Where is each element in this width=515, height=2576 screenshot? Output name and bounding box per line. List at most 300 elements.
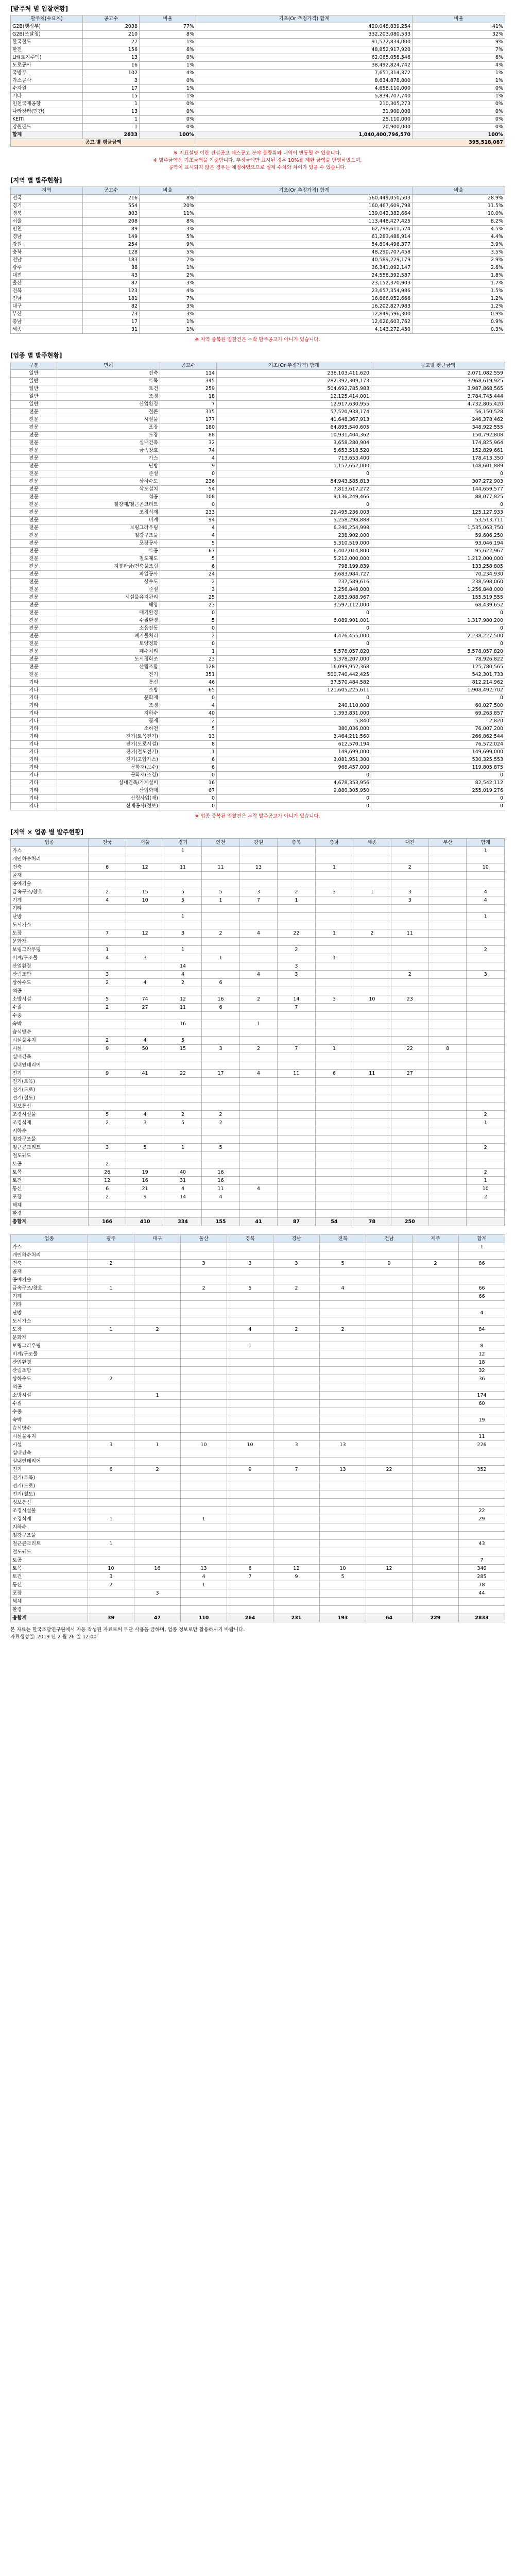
table-cell: 0 <box>371 694 505 702</box>
table-cell: 공예기술 <box>11 1276 88 1284</box>
table-cell <box>134 1243 181 1251</box>
table-cell: 2 <box>467 946 505 954</box>
table-cell: 충남 <box>11 318 83 326</box>
table-cell: 0.9% <box>413 311 505 318</box>
table-row <box>11 463 505 470</box>
table-cell <box>134 1268 181 1276</box>
table-row <box>11 1449 505 1458</box>
table-cell: 8 <box>459 1342 505 1350</box>
table-cell <box>413 1507 459 1515</box>
table-cell: 11 <box>353 1070 391 1078</box>
table-cell: 1 <box>88 1326 134 1334</box>
table-cell <box>239 1094 277 1103</box>
table-cell: 1 <box>164 913 201 921</box>
table-cell: 74 <box>126 995 164 1004</box>
table-row <box>11 1078 505 1086</box>
table-cell: 31,900,000 <box>196 108 413 116</box>
table-cell <box>320 1532 366 1540</box>
table-cell <box>164 954 201 962</box>
table-cell: 100% <box>413 131 505 139</box>
table-row <box>11 1532 505 1540</box>
table-cell <box>227 1317 273 1326</box>
table-cell: 6,240,254,998 <box>217 524 371 532</box>
table-cell <box>202 1210 239 1218</box>
table-cell <box>366 1268 413 1276</box>
table-cell <box>353 1210 391 1218</box>
table-cell <box>429 896 467 905</box>
table-cell: 32 <box>160 439 217 447</box>
table-cell: 1,908,492,702 <box>371 687 505 694</box>
table-cell <box>126 1053 164 1061</box>
table-cell: 전문 <box>11 640 57 648</box>
column-header: 면허 <box>57 362 160 370</box>
table-cell <box>413 1284 459 1293</box>
table-cell: 포장 <box>11 1193 89 1201</box>
table-cell <box>391 1177 428 1185</box>
table-cell <box>202 1127 239 1136</box>
table-cell: 174 <box>459 1392 505 1400</box>
table-cell: 1 <box>202 896 239 905</box>
table-cell <box>413 1499 459 1507</box>
table-cell <box>320 1367 366 1375</box>
table-row <box>11 486 505 494</box>
table-cell: 1 <box>181 1581 227 1589</box>
table-row <box>11 257 505 264</box>
table-cell: 13 <box>320 1466 366 1474</box>
table-cell <box>134 1425 181 1433</box>
table-cell <box>164 872 201 880</box>
table-cell <box>366 1350 413 1359</box>
table-cell: 3% <box>140 226 196 233</box>
table-cell: 69,263,857 <box>371 710 505 718</box>
table-cell <box>353 979 391 987</box>
table-cell: 16,099,952,368 <box>217 664 371 671</box>
table-cell: 3 <box>239 888 277 896</box>
table-cell: 토목 <box>57 378 160 385</box>
table-cell: 산림사업(재) <box>57 795 160 803</box>
table-cell <box>459 1490 505 1499</box>
table-cell: 4 <box>164 971 201 979</box>
table-cell: 경남 <box>11 233 83 241</box>
table-cell <box>202 1053 239 1061</box>
table-cell <box>391 954 428 962</box>
table-cell <box>164 987 201 995</box>
column-header: 강원 <box>239 839 277 847</box>
table-cell <box>413 1565 459 1573</box>
table-cell <box>391 1119 428 1127</box>
table-cell: 전문 <box>11 478 57 486</box>
table-cell: 4 <box>320 1284 366 1293</box>
table-cell: 0 <box>217 803 371 810</box>
table-cell <box>134 1383 181 1392</box>
table-cell <box>126 987 164 995</box>
table-cell: 수질환경 <box>57 617 160 625</box>
table-cell: 1% <box>140 264 196 272</box>
table-cell <box>429 1218 467 1226</box>
table-cell <box>134 1482 181 1490</box>
table-cell: 15 <box>126 888 164 896</box>
table-cell: 4 <box>239 1185 277 1193</box>
table-cell: 삭도설치 <box>57 486 160 494</box>
table-cell: 181 <box>83 295 140 303</box>
table-cell <box>320 1482 366 1490</box>
table-row <box>11 409 505 416</box>
table-cell: 3 <box>315 995 353 1004</box>
table-cell: 0 <box>160 640 217 648</box>
table-cell: 일반 <box>11 378 57 385</box>
table-cell <box>88 1243 134 1251</box>
table-cell: 해양 <box>57 602 160 609</box>
table-cell: 3,464,211,560 <box>217 733 371 741</box>
table-cell: 경북 <box>11 210 83 218</box>
table-cell <box>227 1243 273 1251</box>
table-cell <box>88 1350 134 1359</box>
table-row <box>11 1020 505 1028</box>
table-cell: 보링그라우팅 <box>11 946 89 954</box>
table-cell: 1,317,980,200 <box>371 617 505 625</box>
table-cell <box>164 880 201 888</box>
table-cell: 89 <box>83 226 140 233</box>
column-header: 대구 <box>134 1235 181 1243</box>
table-cell <box>459 1317 505 1326</box>
table-row <box>11 725 505 733</box>
table-cell: 철근콘크리트 <box>11 1540 88 1548</box>
table-cell <box>429 872 467 880</box>
table-cell <box>353 962 391 971</box>
table-cell: 7 <box>160 401 217 409</box>
table-cell <box>366 1359 413 1367</box>
table-cell <box>391 1020 428 1028</box>
table-row <box>11 855 505 863</box>
table-row <box>11 946 505 954</box>
table-cell <box>278 1193 315 1201</box>
table-cell <box>134 1540 181 1548</box>
table-row <box>11 85 505 93</box>
table-cell: 7 <box>459 1556 505 1565</box>
table-cell: 16 <box>202 1177 239 1185</box>
table-cell <box>278 1136 315 1144</box>
column-header: 경북 <box>227 1235 273 1243</box>
table-cell: 12,125,414,001 <box>217 393 371 401</box>
table-cell <box>315 1111 353 1119</box>
table-cell <box>459 1482 505 1490</box>
table-cell <box>134 1499 181 1507</box>
table-cell <box>202 987 239 995</box>
table-row <box>11 1433 505 1441</box>
table-cell: 1 <box>202 954 239 962</box>
table-cell <box>366 1326 413 1334</box>
table-cell <box>227 1474 273 1482</box>
table-cell <box>315 905 353 913</box>
table-cell: 713,653,400 <box>217 455 371 463</box>
column-header: 울산 <box>181 1235 227 1243</box>
table-cell: 문화재 <box>11 1334 88 1342</box>
table-cell <box>227 1309 273 1317</box>
table-cell: 2,071,082,559 <box>371 370 505 378</box>
table-cell: 조경식재 <box>11 1515 88 1523</box>
table-cell: 전문 <box>11 625 57 633</box>
table-cell <box>227 1523 273 1532</box>
table-cell <box>88 1028 126 1037</box>
table-cell: 31 <box>164 1177 201 1185</box>
table-cell: 1 <box>459 1243 505 1251</box>
table-cell <box>391 1185 428 1193</box>
table-cell <box>413 1441 459 1449</box>
table-cell: 64,895,540,605 <box>217 424 371 432</box>
table-cell <box>391 1127 428 1136</box>
table-cell: 전기 <box>11 1070 89 1078</box>
table-cell: 352 <box>459 1466 505 1474</box>
table-cell <box>320 1375 366 1383</box>
table-row <box>11 1367 505 1375</box>
table-cell <box>366 1556 413 1565</box>
table-cell: 3 <box>467 971 505 979</box>
table-cell <box>134 1359 181 1367</box>
table-cell: 57,520,938,174 <box>217 409 371 416</box>
table-cell: 기타 <box>11 772 57 779</box>
table-cell <box>353 1201 391 1210</box>
table-cell: 12,849,596,300 <box>196 311 413 318</box>
table-cell: 19 <box>459 1416 505 1425</box>
table-cell: 가스 <box>11 1243 88 1251</box>
table-cell: 소방시설 <box>11 995 89 1004</box>
table-row <box>11 555 505 563</box>
table-cell <box>273 1556 320 1565</box>
table-cell <box>227 1458 273 1466</box>
table-cell: 12 <box>273 1565 320 1573</box>
table-cell: 6 <box>160 756 217 764</box>
table-cell <box>273 1342 320 1350</box>
column-header: 합계 <box>467 839 505 847</box>
table-cell <box>353 913 391 921</box>
table-cell: 기타 <box>11 679 57 687</box>
table-row <box>11 210 505 218</box>
table-row <box>11 1243 505 1251</box>
table-cell: 3,597,112,000 <box>217 602 371 609</box>
table-cell: 9% <box>413 39 505 46</box>
table-cell: 9,880,305,950 <box>217 787 371 795</box>
table-cell: 0 <box>217 640 371 648</box>
table-cell: 114 <box>160 370 217 378</box>
table-cell <box>278 863 315 872</box>
table-row <box>11 1507 505 1515</box>
table-cell <box>227 1359 273 1367</box>
table-cell: 5 <box>320 1260 366 1268</box>
table-cell <box>320 1416 366 1425</box>
table-cell <box>273 1474 320 1482</box>
table-cell <box>134 1334 181 1342</box>
table-cell: 해체 <box>11 1598 88 1606</box>
table-cell <box>181 1507 227 1515</box>
table-cell: 38 <box>83 264 140 272</box>
table-cell: 76,572,024 <box>371 741 505 749</box>
table-cell: 266,862,544 <box>371 733 505 741</box>
table-cell <box>239 1012 277 1020</box>
table-cell: 수질 <box>11 1004 89 1012</box>
table-cell: 968,457,000 <box>217 764 371 772</box>
table-cell <box>202 855 239 863</box>
industry-note: ※ 업종 중복된 입찰건은 누락 발주공고가 아니가 있습니다. <box>195 814 320 819</box>
table-cell <box>164 1078 201 1086</box>
table-cell <box>239 1127 277 1136</box>
table-cell <box>315 855 353 863</box>
table-cell <box>273 1449 320 1458</box>
table-cell <box>273 1581 320 1589</box>
table-cell: 전문 <box>11 424 57 432</box>
table-cell <box>391 1152 428 1160</box>
table-cell <box>413 1350 459 1359</box>
table-cell: 기타 <box>11 725 57 733</box>
table-cell: 2 <box>160 633 217 640</box>
table-cell: 철도궤도 <box>57 555 160 563</box>
table-cell: 기타 <box>11 749 57 756</box>
table-cell <box>181 1293 227 1301</box>
footer <box>10 1626 505 1641</box>
table-cell: 3.5% <box>413 249 505 257</box>
table-cell: 28.9% <box>413 195 505 202</box>
table-cell <box>134 1317 181 1326</box>
table-cell <box>88 872 126 880</box>
table-cell <box>164 1012 201 1020</box>
table-cell: 93,046,194 <box>371 540 505 548</box>
table-row <box>11 718 505 725</box>
table-cell: 210 <box>83 31 140 39</box>
table-cell: 도시가스 <box>11 1317 88 1326</box>
table-cell <box>391 913 428 921</box>
industry-table <box>10 362 505 810</box>
table-cell <box>278 1144 315 1152</box>
table-cell: 비계/구조물 <box>11 1350 88 1359</box>
table-cell <box>126 1028 164 1037</box>
table-cell <box>273 1359 320 1367</box>
table-cell <box>366 1507 413 1515</box>
table-row <box>11 1301 505 1309</box>
table-cell <box>320 1589 366 1598</box>
table-cell <box>126 1094 164 1103</box>
table-cell: 2 <box>467 1111 505 1119</box>
table-cell <box>391 1012 428 1020</box>
table-cell <box>126 913 164 921</box>
table-cell <box>413 1548 459 1556</box>
table-cell <box>320 1276 366 1284</box>
table-cell: 시설물유지 <box>11 1037 89 1045</box>
table-cell: 골재 <box>11 872 89 880</box>
table-row <box>11 1070 505 1078</box>
table-cell <box>88 1251 134 1260</box>
table-row <box>11 202 505 210</box>
table-cell <box>467 938 505 946</box>
table-cell: 기타 <box>11 93 83 100</box>
table-cell: 산림조합 <box>11 971 89 979</box>
table-cell: 0 <box>217 501 371 509</box>
table-cell: 전북 <box>11 287 83 295</box>
table-cell <box>467 1070 505 1078</box>
table-cell <box>278 847 315 855</box>
table-cell <box>88 1425 134 1433</box>
table-cell: 5 <box>164 896 201 905</box>
table-row <box>11 563 505 571</box>
table-cell: 7% <box>140 295 196 303</box>
table-cell: 17 <box>83 85 140 93</box>
table-cell <box>459 1334 505 1342</box>
table-cell <box>88 1433 134 1441</box>
table-cell <box>413 1243 459 1251</box>
table-cell: 0% <box>140 124 196 131</box>
table-cell: 238,598,060 <box>371 579 505 586</box>
table-cell: 토목 <box>11 1168 89 1177</box>
table-cell: 전문 <box>11 602 57 609</box>
table-cell: 전기 <box>57 671 160 679</box>
table-cell <box>134 1606 181 1614</box>
table-cell <box>88 1012 126 1020</box>
table-cell: 3 <box>278 962 315 971</box>
table-cell <box>366 1416 413 1425</box>
table-cell: 2 <box>181 1284 227 1293</box>
table-cell <box>413 1589 459 1598</box>
table-cell <box>366 1301 413 1309</box>
table-cell: 수자원 <box>11 85 83 93</box>
table-cell: 전기(토목) <box>11 1078 89 1086</box>
table-cell <box>239 847 277 855</box>
table-cell <box>239 938 277 946</box>
table-cell: 144,659,577 <box>371 486 505 494</box>
table-cell <box>181 1400 227 1408</box>
table-cell <box>429 987 467 995</box>
table-cell <box>126 1020 164 1028</box>
table-cell: 토건 <box>57 385 160 393</box>
table-cell <box>88 1499 134 1507</box>
table-cell <box>164 1103 201 1111</box>
table-cell: 실내건축 <box>11 1053 89 1061</box>
table-row <box>11 938 505 946</box>
table-cell: 13 <box>83 108 140 116</box>
table-row <box>11 1136 505 1144</box>
table-cell <box>134 1301 181 1309</box>
table-cell: 전문 <box>11 586 57 594</box>
table-cell: 6 <box>160 563 217 571</box>
table-cell: 65 <box>160 687 217 694</box>
table-row <box>11 1482 505 1490</box>
table-cell: 250 <box>391 1218 428 1226</box>
table-cell <box>278 1127 315 1136</box>
table-cell: 0 <box>160 609 217 617</box>
table-cell: 비계/구조물 <box>11 954 89 962</box>
table-cell <box>88 1548 134 1556</box>
table-cell: 12,917,630,955 <box>217 401 371 409</box>
table-cell: 100% <box>140 131 196 139</box>
table-cell <box>366 1441 413 1449</box>
table-cell: 149,699,000 <box>371 749 505 756</box>
table-cell <box>315 880 353 888</box>
table-cell <box>366 1598 413 1606</box>
table-cell: 22 <box>164 1070 201 1078</box>
table-cell <box>88 1449 134 1458</box>
table-cell <box>278 1078 315 1086</box>
table-cell: 광주 <box>11 264 83 272</box>
table-cell: 철강구조물 <box>11 1136 89 1144</box>
table-cell <box>429 1185 467 1193</box>
table-cell: 334 <box>164 1218 201 1226</box>
table-cell: 난방 <box>11 913 89 921</box>
table-cell <box>134 1367 181 1375</box>
table-cell: 가스 <box>57 455 160 463</box>
table-cell <box>413 1317 459 1326</box>
table-cell: 실내인테리어 <box>11 1061 89 1070</box>
table-cell: 23 <box>391 995 428 1004</box>
table-cell <box>353 1103 391 1111</box>
table-cell <box>391 1160 428 1168</box>
table-cell <box>320 1359 366 1367</box>
